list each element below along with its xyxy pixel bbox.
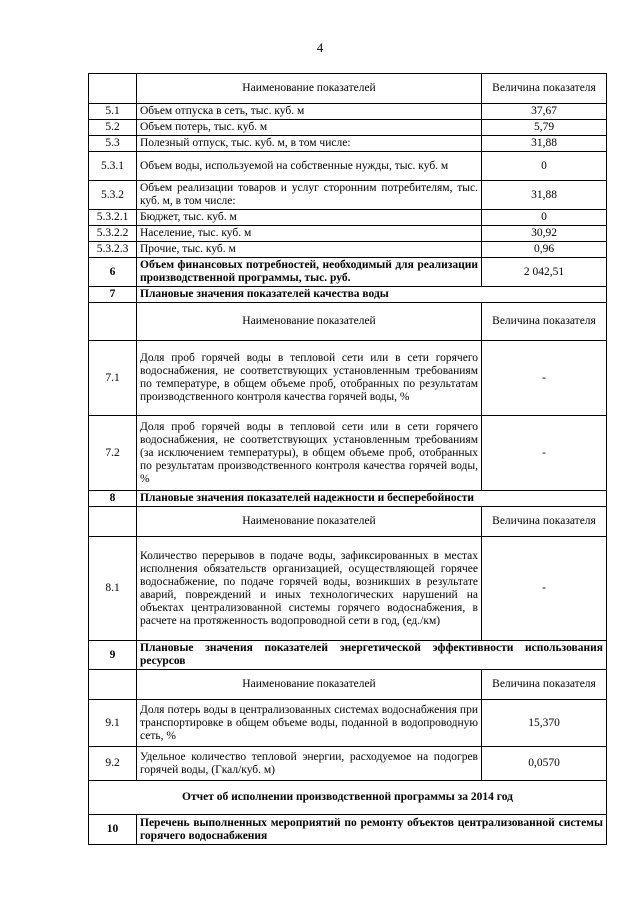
report-title-row (89, 781, 607, 815)
table-header-row (89, 670, 607, 700)
row-name: Доля проб горячей воды в тепловой сети или в сети горячего водоснабжения, не соответствующих установленным требованиям (за исключением температуры), в общем объеме проб, отобранных по результатам производственного контроля качества горячей воды, % (137, 416, 482, 491)
header-value-cell: Величина показателя (482, 507, 607, 537)
row-number: 7.2 (89, 416, 137, 491)
row-number: 5.3.2 (89, 181, 137, 210)
row-name: Объем финансовых потребностей, необходимый для реализации производственной программы, тыс. руб. (137, 258, 482, 287)
row-name: Доля потерь воды в централизованных системах водоснабжения при транспортировке в общем объеме воды, поданной в водопроводную сеть, % (137, 700, 482, 747)
row-number: 5.2 (89, 120, 137, 136)
row-value: 0 (482, 210, 607, 226)
table-row (89, 136, 607, 152)
section-number: 9 (89, 641, 137, 670)
row-name: Количество перерывов в подаче воды, зафиксированных в местах исполнения обязательств организацией, осуществляющей горячее водоснабжение, по подаче горячей воды, возникших в результате аварий, повреждений и иных технологических нарушений на объектах централизованной системы горячего водоснабжения, в расчете на протяженность водопроводной сети в год, (ед./км) (137, 537, 482, 641)
table-row (89, 815, 607, 845)
section-number: 7 (89, 287, 137, 303)
header-name-cell: Наименование показателей (137, 507, 482, 537)
row-number: 5.3.2.1 (89, 210, 137, 226)
row-number: 10 (89, 815, 137, 845)
table-header-row (89, 74, 607, 104)
row-number: 5.3.2.3 (89, 242, 137, 258)
table-row (89, 416, 607, 491)
row-value: 31,88 (482, 181, 607, 210)
header-name-cell: Наименование показателей (137, 303, 482, 341)
row-value: 31,88 (482, 136, 607, 152)
row-value: 5,79 (482, 120, 607, 136)
table-row (89, 104, 607, 120)
table-row (89, 258, 607, 287)
table-row (89, 120, 607, 136)
page-number: 4 (316, 40, 324, 55)
row-value: 0,0570 (482, 747, 607, 781)
row-value: 37,67 (482, 104, 607, 120)
row-number: 5.3.1 (89, 152, 137, 181)
row-number: 7.1 (89, 341, 137, 416)
section-number: 8 (89, 491, 137, 507)
row-name: Удельное количество тепловой энергии, расходуемое на подогрев горячей воды, (Гкал/куб. м) (137, 747, 482, 781)
row-name: Объем воды, используемой на собственные нужды, тыс. куб. м (137, 152, 482, 181)
row-name: Объем потерь, тыс. куб. м (137, 120, 482, 136)
row-number: 9.1 (89, 700, 137, 747)
table-row (89, 700, 607, 747)
row-name: Прочие, тыс. куб. м (137, 242, 482, 258)
row-value: 30,92 (482, 226, 607, 242)
table-row (89, 152, 607, 181)
header-name-cell: Наименование показателей (137, 74, 482, 104)
row-number: 9.2 (89, 747, 137, 781)
row-value: - (482, 341, 607, 416)
section-title-row (89, 287, 607, 303)
row-name: Полезный отпуск, тыс. куб. м, в том числе: (137, 136, 482, 152)
row-value: - (482, 416, 607, 491)
row-number: 5.3.2.2 (89, 226, 137, 242)
table-row (89, 181, 607, 210)
row-number: 8.1 (89, 537, 137, 641)
row-name: Доля проб горячей воды в тепловой сети или в сети горячего водоснабжения, не соответствующих установленным требованиям по температуре, в общем объеме проб, отобранных по результатам производственного контроля качества горячей воды, % (137, 341, 482, 416)
row-name: Бюджет, тыс. куб. м (137, 210, 482, 226)
header-value-cell: Величина показателя (482, 74, 607, 104)
section-title: Плановые значения показателей надежности и бесперебойности (137, 491, 607, 507)
section-title-row (89, 491, 607, 507)
row-number: 5.3 (89, 136, 137, 152)
row-value: - (482, 537, 607, 641)
table-row (89, 747, 607, 781)
table-row (89, 226, 607, 242)
row-value: 0 (482, 152, 607, 181)
header-name-cell: Наименование показателей (137, 670, 482, 700)
row-value: 15,370 (482, 700, 607, 747)
report-title: Отчет об исполнении производственной программы за 2014 год (89, 781, 607, 815)
indicators-table (88, 73, 607, 845)
row-number: 6 (89, 258, 137, 287)
section-title: Плановые значения показателей качества воды (137, 287, 607, 303)
table-header-row (89, 507, 607, 537)
table-row (89, 537, 607, 641)
row-name: Объем реализации товаров и услуг сторонним потребителям, тыс. куб. м, в том числе: (137, 181, 482, 210)
section-title: Плановые значения показателей энергетической эффективности использования ресурсов (137, 641, 607, 670)
header-value-cell: Величина показателя (482, 670, 607, 700)
row-number: 5.1 (89, 104, 137, 120)
row-value: 0,96 (482, 242, 607, 258)
section-title-row (89, 641, 607, 670)
table-header-row (89, 303, 607, 341)
row-name: Перечень выполненных мероприятий по ремонту объектов централизованной системы горячего водоснабжения (137, 815, 607, 845)
row-name: Объем отпуска в сеть, тыс. куб. м (137, 104, 482, 120)
row-name: Население, тыс. куб. м (137, 226, 482, 242)
table-row (89, 242, 607, 258)
row-value: 2 042,51 (482, 258, 607, 287)
table-row (89, 341, 607, 416)
header-value-cell: Величина показателя (482, 303, 607, 341)
table-row (89, 210, 607, 226)
